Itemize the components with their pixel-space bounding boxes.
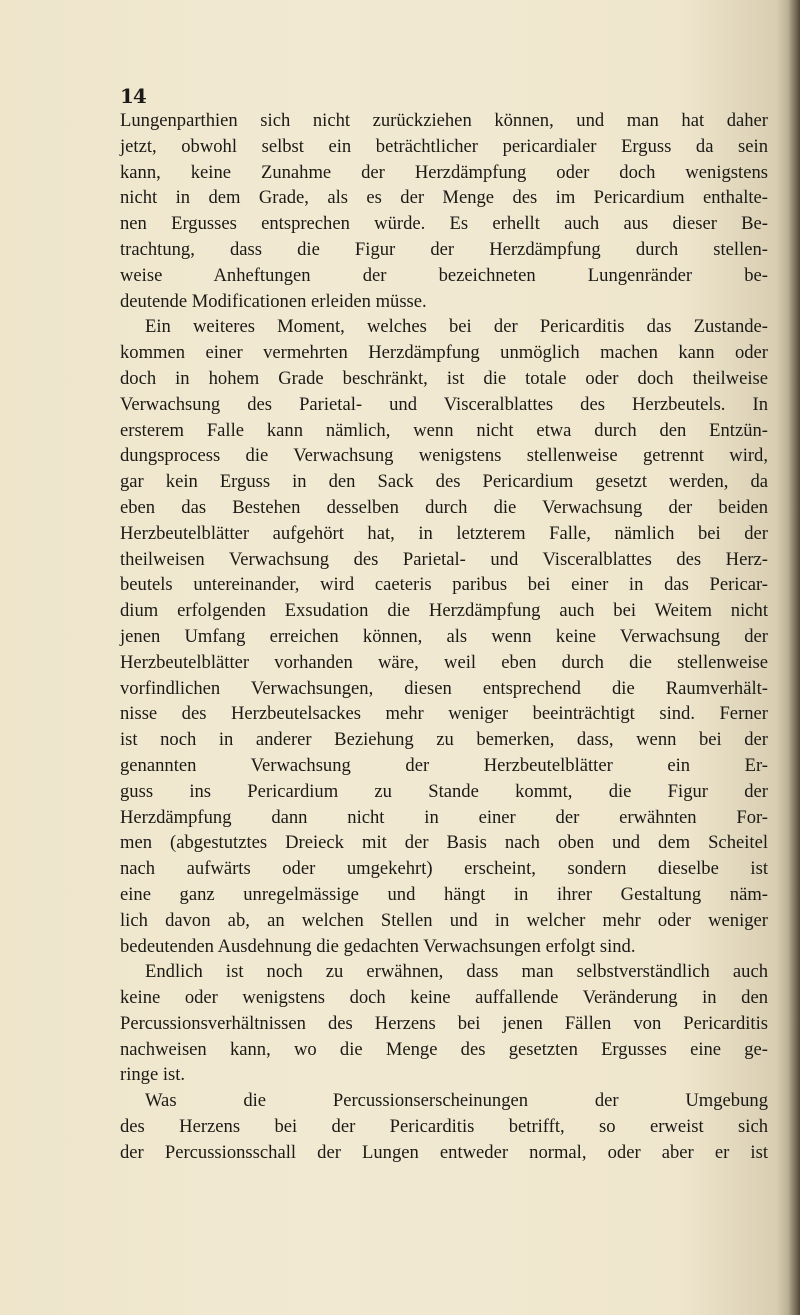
text-line: nach aufwärts oder umgekehrt) erscheint, sondern dieselbe ist bbox=[120, 858, 768, 880]
text-line: lich davon ab, an welchen Stellen und in welcher mehr oder weniger bbox=[120, 909, 768, 931]
text-line: Was die Percussionserscheinungen der Umgebung bbox=[145, 1090, 768, 1112]
text-line: nachweisen kann, wo die Menge des gesetzten Ergusses eine ge- bbox=[120, 1038, 768, 1060]
text-line: guss ins Pericardium zu Stande kommt, die Figur der bbox=[120, 780, 768, 802]
text-line: beutels untereinander, wird caeteris paribus bei einer in das Pericar- bbox=[120, 574, 768, 596]
text-line: jetzt, obwohl selbst ein beträchtlicher pericardialer Erguss da sein bbox=[120, 135, 768, 157]
text-line: trachtung, dass die Figur der Herzdämpfung durch stellen- bbox=[120, 238, 768, 260]
text-line: deutende Modificationen erleiden müsse. bbox=[120, 290, 427, 312]
text-line: ringe ist. bbox=[120, 1064, 186, 1086]
text-line: ist noch in anderer Beziehung zu bemerken, dass, wenn bei der bbox=[120, 729, 768, 751]
text-line: nen Ergusses entsprechen würde. Es erhellt auch aus dieser Be- bbox=[120, 213, 768, 235]
text-line: theilweisen Verwachsung des Parietal- und Visceralblattes des Herz- bbox=[120, 548, 768, 570]
text-line: der Percussionsschall der Lungen entweder normal, oder aber er ist bbox=[120, 1141, 768, 1163]
text-line: eben das Bestehen desselben durch die Verwachsung der beiden bbox=[120, 496, 768, 518]
text-line: genannten Verwachsung der Herzbeutelblätter ein Er- bbox=[120, 754, 768, 776]
text-line: Verwachsung des Parietal- und Visceralblattes des Herzbeutels. In bbox=[120, 393, 768, 415]
text-line: kommen einer vermehrten Herzdämpfung unmöglich machen kann oder bbox=[120, 342, 768, 364]
text-line: Herzdämpfung dann nicht in einer der erwähnten For- bbox=[120, 806, 768, 828]
text-line: eine ganz unregelmässige und hängt in ihrer Gestaltung näm- bbox=[120, 883, 768, 905]
text-line: Ein weiteres Moment, welches bei der Pericarditis das Zustande- bbox=[145, 316, 768, 338]
text-line: vorfindlichen Verwachsungen, diesen entsprechend die Raumverhält- bbox=[120, 677, 768, 699]
page-edge-shadow bbox=[788, 0, 800, 1315]
text-line: des Herzens bei der Pericarditis betrifft, so erweist sich bbox=[120, 1116, 768, 1138]
text-line: bedeutenden Ausdehnung die gedachten Verwachsungen erfolgt sind. bbox=[120, 935, 636, 957]
text-line: gar kein Erguss in den Sack des Pericardium gesetzt werden, da bbox=[120, 471, 768, 493]
text-line: dungsprocess die Verwachsung wenigstens stellenweise getrennt wird, bbox=[120, 445, 768, 467]
text-line: Herzbeutelblätter vorhanden wäre, weil eben durch die stellenweise bbox=[120, 651, 768, 673]
text-line: jenen Umfang erreichen können, als wenn keine Verwachsung der bbox=[120, 625, 768, 647]
text-line: ersterem Falle kann nämlich, wenn nicht etwa durch den Entzün- bbox=[120, 419, 768, 441]
text-line: kann, keine Zunahme der Herzdämpfung oder doch wenigstens bbox=[120, 161, 768, 183]
text-line: nicht in dem Grade, als es der Menge des im Pericardium enthalte- bbox=[120, 187, 768, 209]
page-number: 14 bbox=[120, 84, 146, 108]
text-line: dium erfolgenden Exsudation die Herzdämpfung auch bei Weitem nicht bbox=[120, 600, 768, 622]
text-line: men (abgestutztes Dreieck mit der Basis nach oben und dem Scheitel bbox=[120, 832, 768, 854]
text-line: doch in hohem Grade beschränkt, ist die totale oder doch theilweise bbox=[120, 367, 768, 389]
body-text bbox=[120, 108, 768, 1166]
text-line: Endlich ist noch zu erwähnen, dass man selbstverständlich auch bbox=[145, 961, 768, 983]
text-line: keine oder wenigstens doch keine auffallende Veränderung in den bbox=[120, 987, 768, 1009]
text-line: weise Anheftungen der bezeichneten Lungenränder be- bbox=[120, 264, 768, 286]
text-line: Lungenparthien sich nicht zurückziehen können, und man hat daher bbox=[120, 110, 768, 131]
text-line: Herzbeutelblätter aufgehört hat, in letzterem Falle, nämlich bei der bbox=[120, 522, 768, 544]
text-line: nisse des Herzbeutelsackes mehr weniger beeinträchtigt sind. Ferner bbox=[120, 703, 768, 725]
text-line: Percussionsverhältnissen des Herzens bei jenen Fällen von Pericarditis bbox=[120, 1012, 768, 1034]
